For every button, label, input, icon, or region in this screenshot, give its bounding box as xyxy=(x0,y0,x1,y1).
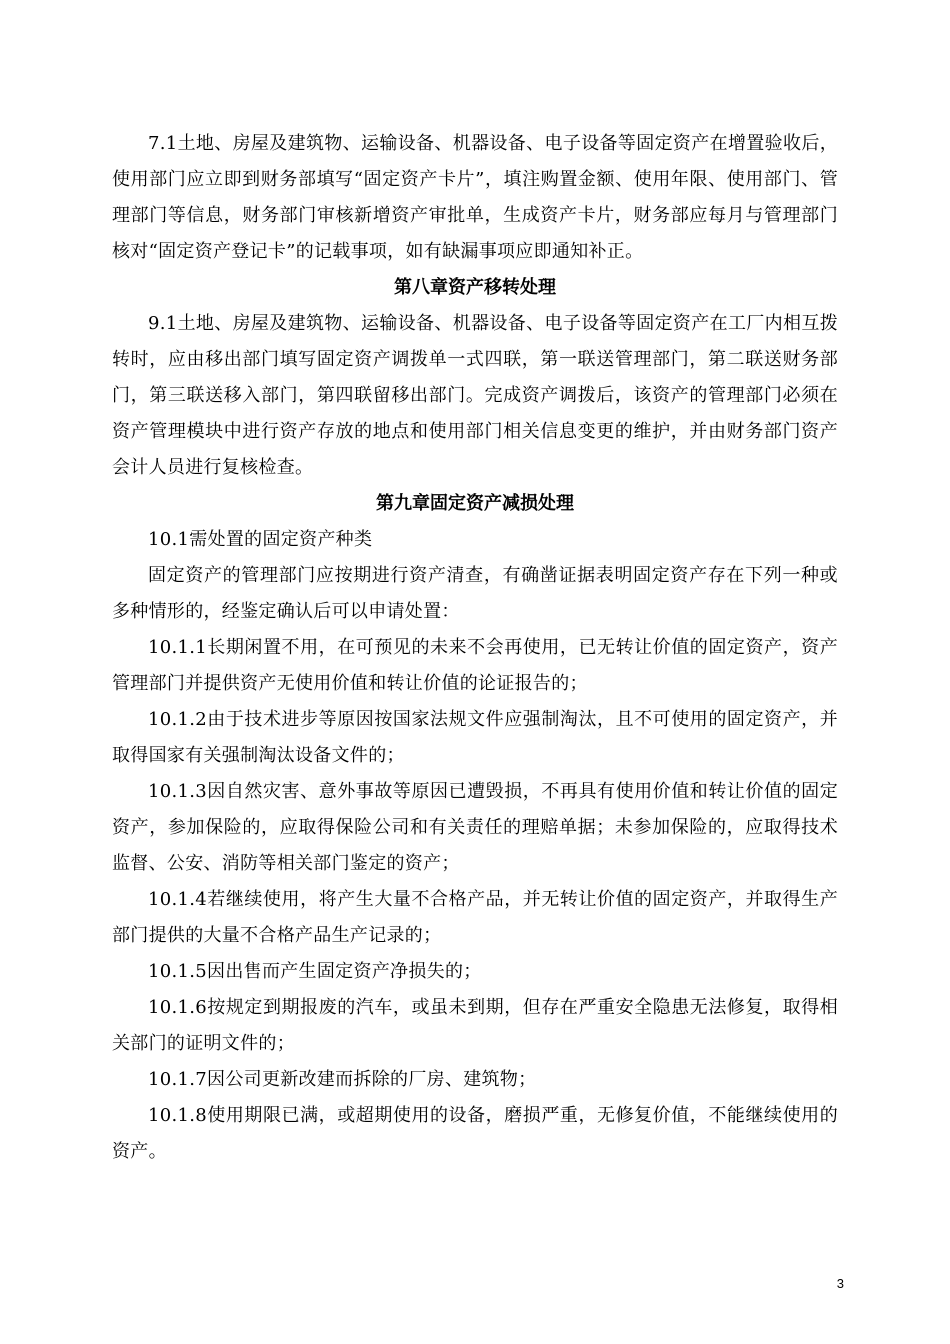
paragraph-10-1-6: 10.1.6按规定到期报废的汽车，或虽未到期，但存在严重安全隐患无法修复，取得相关部门的证明文件的； xyxy=(112,997,838,1054)
paragraph-10-1-4: 10.1.4若继续使用，将产生大量不合格产品，并无转让价值的固定资产，并取得生产部门提供的大量不合格产品生产记录的； xyxy=(112,889,838,946)
document-body xyxy=(112,126,838,1170)
paragraph-7-1: 7.1土地、房屋及建筑物、运输设备、机器设备、电子设备等固定资产在增置验收后，使用部门应立即到财务部填写“固定资产卡片”，填注购置金额、使用年限、使用部门、管理部门等信息，财务部门审核新增资产审批单，生成资产卡片，财务部应每月与管理部门核对“固定资产登记卡”的记载事项，如有缺漏事项应即通知补正。 xyxy=(112,133,838,262)
chapter-8-heading: 第八章资产移转处理 xyxy=(394,277,556,298)
paragraph-10-1-5: 10.1.5因出售而产生固定资产净损失的； xyxy=(148,961,482,982)
paragraph-9-1: 9.1土地、房屋及建筑物、运输设备、机器设备、电子设备等固定资产在工厂内相互拨转时，应由移出部门填写固定资产调拨单一式四联，第一联送管理部门，第二联送财务部门，第三联送移入部门，第四联留移出部门。完成资产调拨后，该资产的管理部门必须在资产管理模块中进行资产存放的地点和使用部门相关信息变更的维护，并由财务部门资产会计人员进行复核检查。 xyxy=(112,313,838,478)
paragraph-10-1-8: 10.1.8使用期限已满，或超期使用的设备，磨损严重，无修复价值，不能继续使用的资产。 xyxy=(112,1105,838,1162)
chapter-9-heading: 第九章固定资产减损处理 xyxy=(376,493,574,514)
page-number: 3 xyxy=(836,1276,844,1291)
paragraph-10-1-intro: 固定资产的管理部门应按期进行资产清查，有确凿证据表明固定资产存在下列一种或多种情形的，经鉴定确认后可以申请处置： xyxy=(112,565,838,622)
paragraph-10-1-1: 10.1.1长期闲置不用，在可预见的未来不会再使用，已无转让价值的固定资产，资产管理部门并提供资产无使用价值和转让价值的论证报告的； xyxy=(112,637,838,694)
paragraph-10-1-2: 10.1.2由于技术进步等原因按国家法规文件应强制淘汰，且不可使用的固定资产，并取得国家有关强制淘汰设备文件的； xyxy=(112,709,838,766)
paragraph-10-1-7: 10.1.7因公司更新改建而拆除的厂房、建筑物； xyxy=(148,1069,537,1090)
paragraph-10-1: 10.1需处置的固定资产种类 xyxy=(148,529,373,550)
paragraph-10-1-3: 10.1.3因自然灾害、意外事故等原因已遭毁损，不再具有使用价值和转让价值的固定资产，参加保险的，应取得保险公司和有关责任的理赔单据；未参加保险的，应取得技术监督、公安、消防等相关部门鉴定的资产； xyxy=(112,781,838,874)
